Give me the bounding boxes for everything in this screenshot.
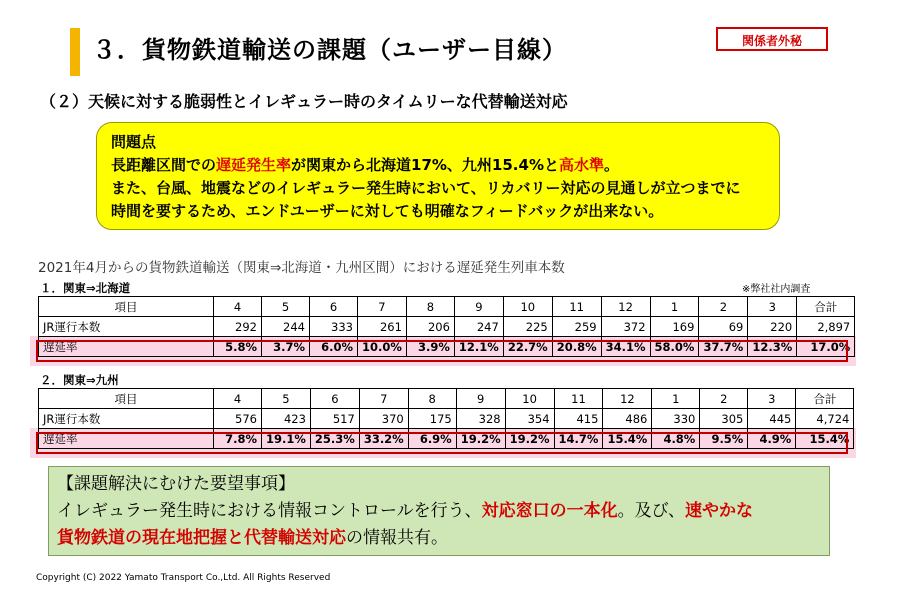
month-header-cell: 2 xyxy=(699,297,748,317)
rate-value-cell: 19.1% xyxy=(262,429,311,449)
runs-label-cell: JR運行本数 xyxy=(39,409,214,429)
survey-note: ※弊社社内調査 xyxy=(742,284,811,295)
problem-callout xyxy=(96,122,780,230)
request-line-2: イレギュラー発生時における情報コントロールを行う、対応窓口の一本化。及び、速やかな xyxy=(57,501,753,521)
rate-value-cell: 3.9% xyxy=(406,337,454,357)
request-callout xyxy=(48,466,830,556)
runs-value-cell: 69 xyxy=(699,317,748,337)
rate-value-cell: 10.0% xyxy=(358,337,407,357)
runs-value-cell: 330 xyxy=(652,409,700,429)
month-header-cell: 11 xyxy=(552,297,601,317)
month-header-cell: 12 xyxy=(603,389,652,409)
runs-value-cell: 423 xyxy=(262,409,311,429)
rate-value-cell: 5.8% xyxy=(214,337,262,357)
month-header-cell: 11 xyxy=(554,389,603,409)
section-subtitle: （２）天候に対する脆弱性とイレギュラー時のタイムリーな代替輸送対応 xyxy=(40,92,568,111)
rate-value-cell: 4.8% xyxy=(652,429,700,449)
runs-total-cell: 4,724 xyxy=(796,409,854,429)
month-header-cell: 5 xyxy=(262,297,310,317)
table-header-row xyxy=(39,389,854,409)
single-contact-highlight: 対応窓口の一本化 xyxy=(481,501,618,521)
location-tracking-highlight: 貨物鉄道の現在地把握と代替輸送対応 xyxy=(57,528,346,548)
month-header-cell: 10 xyxy=(505,389,554,409)
delay-rate-row xyxy=(39,337,855,357)
month-header-cell: 6 xyxy=(310,297,358,317)
rate-value-cell: 34.1% xyxy=(601,337,650,357)
runs-value-cell: 259 xyxy=(552,317,601,337)
runs-value-cell: 372 xyxy=(601,317,650,337)
problem-line-1: 長距離区間での遅延発生率が関東から北海道17%、九州15.4%と高水準。 xyxy=(111,156,620,174)
rate-value-cell: 12.3% xyxy=(748,337,797,357)
table-header-row xyxy=(39,297,855,317)
month-header-cell: 5 xyxy=(262,389,311,409)
rate-value-cell: 14.7% xyxy=(554,429,603,449)
kyushu-table xyxy=(38,388,854,449)
runs-value-cell: 445 xyxy=(748,409,796,429)
runs-value-cell: 517 xyxy=(310,409,359,429)
month-header-cell: 9 xyxy=(454,297,503,317)
prompt-highlight: 速やかな xyxy=(685,501,753,521)
runs-value-cell: 261 xyxy=(358,317,407,337)
runs-value-cell: 244 xyxy=(262,317,310,337)
runs-value-cell: 328 xyxy=(456,409,505,429)
header-item-cell: 項目 xyxy=(39,389,214,409)
confidential-stamp: 関係者外秘 xyxy=(716,27,828,51)
hokkaido-section-label: １．関東⇒北海道 xyxy=(40,281,131,295)
runs-value-cell: 370 xyxy=(359,409,408,429)
rate-value-cell: 58.0% xyxy=(650,337,699,357)
rate-value-cell: 3.7% xyxy=(262,337,310,357)
runs-value-cell: 247 xyxy=(454,317,503,337)
high-level-highlight: 高水準 xyxy=(558,156,604,174)
rate-value-cell: 6.9% xyxy=(408,429,456,449)
page-title: ３．貨物鉄道輸送の課題（ユーザー目線） xyxy=(92,36,567,64)
rate-value-cell: 15.4% xyxy=(603,429,652,449)
rate-total-cell: 15.4% xyxy=(796,429,854,449)
month-header-cell: 10 xyxy=(503,297,552,317)
header-item-cell: 項目 xyxy=(39,297,214,317)
runs-value-cell: 225 xyxy=(503,317,552,337)
problem-line-3: 時間を要するため、エンドユーザーに対しても明確なフィードバックが出来ない。 xyxy=(111,202,664,220)
runs-value-cell: 206 xyxy=(406,317,454,337)
month-header-cell: 12 xyxy=(601,297,650,317)
month-header-cell: 4 xyxy=(214,389,262,409)
rate-value-cell: 19.2% xyxy=(505,429,554,449)
month-header-cell: 2 xyxy=(700,389,748,409)
runs-total-cell: 2,897 xyxy=(797,317,855,337)
total-header-cell: 合計 xyxy=(797,297,855,317)
runs-value-cell: 292 xyxy=(214,317,262,337)
month-header-cell: 4 xyxy=(214,297,262,317)
rate-value-cell: 9.5% xyxy=(700,429,748,449)
rate-label-cell: 遅延率 xyxy=(39,429,214,449)
month-header-cell: 6 xyxy=(310,389,359,409)
rate-value-cell: 6.0% xyxy=(310,337,358,357)
month-header-cell: 8 xyxy=(408,389,456,409)
problem-line-2: また、台風、地震などのイレギュラー発生時において、リカバリー対応の見通しが立つまでに xyxy=(111,179,741,197)
runs-value-cell: 333 xyxy=(310,317,358,337)
runs-row xyxy=(39,317,855,337)
rate-value-cell: 7.8% xyxy=(214,429,262,449)
request-line-3: 貨物鉄道の現在地把握と代替輸送対応の情報共有。 xyxy=(57,528,448,548)
runs-value-cell: 175 xyxy=(408,409,456,429)
runs-value-cell: 576 xyxy=(214,409,262,429)
rate-value-cell: 25.3% xyxy=(310,429,359,449)
runs-value-cell: 220 xyxy=(748,317,797,337)
month-header-cell: 8 xyxy=(406,297,454,317)
month-header-cell: 3 xyxy=(748,389,796,409)
month-header-cell: 7 xyxy=(359,389,408,409)
kyushu-section-label: ２．関東⇒九州 xyxy=(40,373,119,387)
rate-value-cell: 33.2% xyxy=(359,429,408,449)
rate-value-cell: 22.7% xyxy=(503,337,552,357)
total-header-cell: 合計 xyxy=(796,389,854,409)
runs-value-cell: 486 xyxy=(603,409,652,429)
month-header-cell: 1 xyxy=(652,389,700,409)
month-header-cell: 1 xyxy=(650,297,699,317)
request-heading: 【課題解決にむけた要望事項】 xyxy=(57,474,295,494)
month-header-cell: 7 xyxy=(358,297,407,317)
copyright: Copyright (C) 2022 Yamato Transport Co.,Ltd. All Rights Reserved xyxy=(36,573,331,583)
table-caption: 2021年4月からの貨物鉄道輸送（関東⇒北海道・九州区間）における遅延発生列車本数 xyxy=(38,260,565,276)
rate-total-cell: 17.0% xyxy=(797,337,855,357)
problem-heading: 問題点 xyxy=(111,133,157,151)
rate-value-cell: 37.7% xyxy=(699,337,748,357)
rate-value-cell: 12.1% xyxy=(454,337,503,357)
month-header-cell: 3 xyxy=(748,297,797,317)
rate-label-cell: 遅延率 xyxy=(39,337,214,357)
rate-value-cell: 20.8% xyxy=(552,337,601,357)
runs-value-cell: 169 xyxy=(650,317,699,337)
runs-value-cell: 305 xyxy=(700,409,748,429)
month-header-cell: 9 xyxy=(456,389,505,409)
delay-rate-highlight: 遅延発生率 xyxy=(216,156,292,174)
delay-rate-row xyxy=(39,429,854,449)
rate-value-cell: 4.9% xyxy=(748,429,796,449)
rate-value-cell: 19.2% xyxy=(456,429,505,449)
runs-row xyxy=(39,409,854,429)
runs-value-cell: 354 xyxy=(505,409,554,429)
runs-label-cell: JR運行本数 xyxy=(39,317,214,337)
runs-value-cell: 415 xyxy=(554,409,603,429)
title-accent-bar xyxy=(70,28,80,76)
hokkaido-table xyxy=(38,296,855,357)
